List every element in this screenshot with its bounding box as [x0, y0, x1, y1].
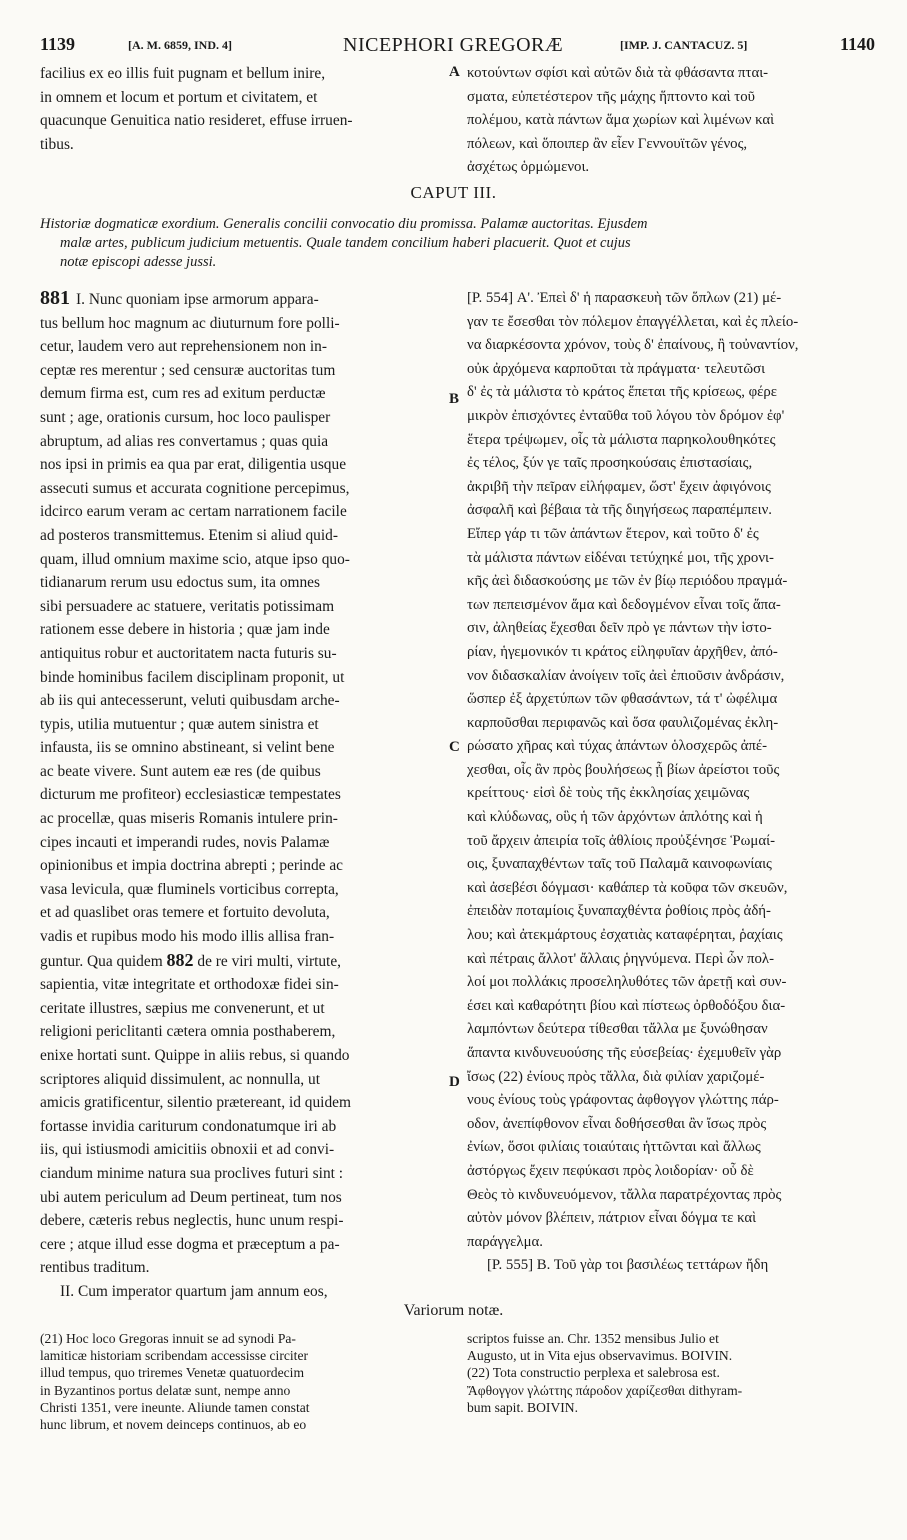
text-line: cetur, laudem vero aut reprehensionem non in-	[40, 338, 327, 356]
notes-heading: Variorum notæ.	[403, 1302, 504, 1319]
text-line: πόλεων, καὶ ὅποιπερ ἂν εἶεν Γεννουϊτῶν γένος,	[467, 135, 748, 152]
text-line: infausta, iis se omnino abstineant, si velint bene	[40, 739, 335, 757]
note-line: illud tempus, quo triremes Venetæ quatuordecim	[40, 1365, 305, 1381]
text-line: χεσθαι, οἷς ἂν πρὸς βουλήσεως ᾖ βίων ἀρείστοι τοῦς	[467, 761, 780, 778]
text-line: enixe hortati sunt. Quippe in aliis rebus, si quando	[40, 1047, 350, 1064]
text-line: παράγγελμα.	[467, 1233, 543, 1250]
text-line: κῆς ἀεὶ διδασκούσης με τῶν ἐν βίῳ περιόδου πραγμά-	[467, 573, 788, 590]
text-line: λοί μοι πολλάκις προσεληλυθότες τῶν ἀρετῇ καὶ συν-	[467, 974, 787, 991]
text-line: demum firma est, cum res ad exitum perductæ	[40, 385, 326, 403]
text-line: καὶ ἀσεβέσι δόγμασι· καθάπερ τὰ κοῦφα τῶν σκευῶν,	[467, 879, 788, 896]
text-line: tidianarum rerum usu edoctus sum, ita omnes	[40, 574, 320, 592]
text-line: quacunque Genuitica natio resideret, effuse irruen-	[40, 112, 353, 130]
text-line: ubi autem periculum ad Deum pertineat, tum nos	[40, 1188, 342, 1206]
text-line: τοῦ ἄρχειν ἀπειρία τοῖς ἀθλίοις προὐξένησε Ῥωμαί-	[467, 832, 776, 849]
note-line: Christi 1351, vere ineunte. Aliunde tamen constat	[40, 1399, 310, 1415]
text-line: sapientia, vitæ integritate et orthodoxæ fidei sin-	[40, 976, 339, 994]
latin-top-paragraph	[40, 62, 442, 156]
text-line: των πεπεισμένον ἅμα καὶ δεδογμένον εἶναι τοῖς ἅπα-	[467, 596, 781, 613]
notes-right-column	[467, 1330, 877, 1416]
margin-letter-a: A	[449, 64, 460, 80]
latin-main-column	[40, 287, 442, 1304]
text-line: ciandum minime natura sua proclives futuri sint :	[40, 1164, 344, 1182]
text-line: καὶ κλύδωνας, οὓς ἡ τῶν ἀρχόντων ἁπλότης καὶ ἡ	[467, 809, 763, 826]
margin-letter-b: B	[449, 391, 460, 407]
text-line: ἀκριβῆ τὴν πεῖραν εἰλήφαμεν, ὥστ' ἔχειν ἀφιγόνοις	[467, 478, 771, 495]
text-line: νον διδασκαλίαν ἀνοίγειν τοῖς ἀεὶ ἐπιοῦσιν ἀνδράσιν,	[467, 667, 785, 684]
text-line: ρώσατο χῆρας καὶ τύχας ἁπάντων ὁλοσχερῶς ἀπέ-	[467, 738, 767, 755]
text-line: ἀσφαλῆ καὶ βέβαια τὰ τῆς διηγήσεως παραπέμπειν.	[467, 502, 772, 519]
right-header-reference: [IMP. J. CANTACUZ. 5]	[620, 38, 748, 52]
text-line: ac beate vivere. Sunt autem eæ res (de quibus	[40, 762, 321, 780]
left-header-reference: [A. M. 6859, IND. 4]	[128, 38, 232, 52]
text-line: tibus.	[40, 135, 74, 153]
text-line: οὐκ ἀρχόμενα καρποῦται τὰ πράγματα· τελευτῶσι	[467, 360, 766, 377]
text-line: amicis gratificentur, silentio prætereant, id quidem	[40, 1094, 351, 1112]
text-line: typis, utilia mutuentur ; quæ autem sinistra et	[40, 715, 319, 733]
text-line: ἀστόργως ἔχειν πεφύκασι πρὸς λοιδορίαν· οὗ δὲ	[467, 1162, 754, 1179]
text-line: ceptæ res merentur ; sed censuræ auctoritas tum	[40, 361, 336, 379]
note-line: Ἄφθογγον γλώττης πάροδον χαρίζεσθαι dithyram-	[467, 1382, 743, 1398]
line-start: guntur. Qua quidem	[40, 952, 163, 970]
text-line: τὰ μάλιστα πάντων εἰδέναι τετύχηκέ μοι, τῆς χρονι-	[467, 549, 774, 566]
running-title: NICEPHORI GREGORÆ	[343, 34, 564, 56]
margin-letter-c: C	[449, 739, 460, 755]
text-line: in omnem et locum et portum et civitatem, et	[40, 88, 318, 106]
text-line: ἅπαντα κινδυνευούσης τῆς εὐσεβείας· ἐχεμυθεῖν γὰρ	[467, 1045, 782, 1061]
text-line: ἐνίων, ὅσοι φιλίαις τοιαύταις ἡττῶνται καὶ ἄλλως	[467, 1139, 761, 1156]
text-line: να διαρκέσοντα χρόνον, τοὺς δ' ἐπαίνους, ἢ τοὐναντίον,	[467, 337, 799, 354]
summary-line: malæ artes, publicum judicium metuentis. Quale tandem concilium haberi placuerit. Quot et cujus	[60, 235, 631, 251]
text-line: idcirco earum veram ac certam narrationem facile	[40, 503, 347, 521]
note-line: (21) Hoc loco Gregoras innuit se ad synodi Pa-	[40, 1331, 296, 1346]
right-column-number: 1140	[839, 34, 875, 54]
text-line: γαν τε ἔσεσθαι τὸν πόλεμον ἐπαγγέλλεται, καὶ ἐς πλείο-	[467, 313, 799, 330]
text-line: rationem esse debere in historia ; quæ jam inde	[40, 621, 330, 639]
text-line: ἴσως (22) ἐνίους πρὸς τἄλλα, διὰ φιλίαν χαριζομέ-	[467, 1068, 765, 1085]
text-line: cipes incauti et imperandi rudes, novis Palamæ	[40, 833, 330, 851]
text-line: πολέμου, κατὰ πάντων ἅμα χωρίων καὶ λιμένων καὶ	[467, 112, 775, 129]
text-line: ὥσπερ ἐξ ἀρχετύπων τῶν φθασάντων, τά τ' ὠφέλιμα	[467, 691, 778, 708]
text-line	[40, 949, 442, 974]
text-line: οις, ξυναπαχθέντων ταῖς τοῦ Παλαμᾶ καινοφωνίαις	[467, 856, 772, 873]
text-line: assecuti sumus et accurata cognitione percepimus,	[40, 479, 350, 497]
text-line: καὶ πέτραις ἄλλοτ' ἄλλαις ῥηγνύμενα. Περὶ ὧν πολ-	[467, 950, 774, 967]
text-line	[40, 287, 442, 312]
text-line: καρποῦσθαι περιφανῶς καὶ ὅσα φαυλιζομένας ἐκλη-	[467, 714, 779, 731]
text-line: νους ἐνίους τοὺς γράφοντας ἀφθογγον γλώττης πάρ-	[467, 1092, 779, 1109]
margin-letter-d: D	[449, 1074, 460, 1090]
text-line: cere ; atque illud esse dogma et præceptum a pa-	[40, 1235, 340, 1253]
column-marker-881: 881	[40, 287, 70, 309]
text-line: scriptores aliquid dissimulent, ac nonnulla, ut	[40, 1070, 320, 1088]
text-line: ac procellæ, quas miseris Romanis intulere prin-	[40, 810, 338, 828]
text-line: tus bellum hoc magnum ac diuturnum fore polli-	[40, 314, 340, 332]
text-line: antiquitus robur et auctoritatem nacta futuris su-	[40, 644, 337, 662]
text-line: ceritate illustres, sæpius me convenerunt, et ut	[40, 999, 325, 1017]
note-line: hunc librum, et novem deinceps continuos, ab eo	[40, 1417, 307, 1433]
text-line: vasa levicula, quæ fluminels vorticibus correpta,	[40, 880, 339, 898]
text-line: Θεὸς τὸ κινδυνευόμενον, τἄλλα παρατρέχοντας πρὸς	[467, 1186, 782, 1203]
line-end: de re viri multi, virtute,	[197, 952, 342, 970]
summary-line: notæ episcopi adesse jussi.	[60, 254, 217, 270]
text-line: [P. 555] Β. Τοῦ γὰρ τοι βασιλέως τεττάρων ἤδη	[487, 1257, 769, 1274]
note-line: lamiticæ historiam scribendam accessisse circiter	[40, 1348, 309, 1364]
text-line: [P. 554] Α'. Ἐπεὶ δ' ἡ παρασκευὴ τῶν ὅπλων (21) μέ-	[467, 290, 782, 306]
text-line: ab iis qui antecesserunt, veluti quibusdam arche-	[40, 692, 340, 710]
text-line: fortasse invidia cariturum condonatumque iri ab	[40, 1117, 337, 1135]
note-line: bum sapit. BOIVIN.	[467, 1399, 579, 1415]
text-line: facilius ex eo illis fuit pugnam et bellum inire,	[40, 65, 326, 82]
text-line: sunt ; age, orationis cursum, hoc loco paulisper	[40, 408, 331, 426]
text-line: σματα, εὐπετέστερον τῆς μάχης ἥπτοντο καὶ τοῦ	[467, 88, 755, 105]
text-line: religioni periclitanti cætera omnia posthaberem,	[40, 1023, 336, 1041]
text-line: σιν, ἀληθείας ἔχεσθαι δεῖν πρὸ γε πάντων τὴν ἱστο-	[467, 620, 772, 637]
paragraph-start: I. Nunc quoniam ipse armorum appara-	[76, 291, 319, 308]
text-line: II. Cum imperator quartum jam annum eos,	[60, 1282, 328, 1300]
text-line: quam, illud omnium maxime scio, atque ipso quo-	[40, 550, 350, 568]
chapter-summary	[40, 215, 875, 272]
text-line: binde hominibus facilem disciplinam proponit, ut	[40, 668, 345, 686]
text-line: ἕτερα τρέψωμεν, οἷς τὰ μάλιστα παρηκολουθηκότες	[467, 431, 776, 448]
text-line: dicturum me profiteor) ecclesiasticæ tempestates	[40, 786, 341, 804]
column-marker-882: 882	[166, 949, 194, 970]
text-line: abruptum, ad alias res convertamus ; quas quia	[40, 432, 329, 450]
text-line: κοτούντων σφίσι καὶ αὐτῶν διὰ τὰ φθάσαντα πται-	[467, 65, 769, 81]
text-line: Εἴπερ γάρ τι τῶν ἁπάντων ἕτερον, καὶ τοῦτο δ' ἐς	[467, 525, 759, 542]
text-line: ad posteros transmittemus. Etenim si aliud quid-	[40, 526, 338, 544]
text-line: έσει καὶ καθαρότητι βίου καὶ πίστεως ὀρθοδόξου δια-	[467, 997, 786, 1014]
note-line: in Byzantinos portus delatæ sunt, nempe anno	[40, 1382, 291, 1398]
text-line: vadis et rupibus modo his modo illis allisa fran-	[40, 928, 335, 946]
text-line: δ' ἐς τὰ μάλιστα τὸ κράτος ἕπεται τῆς κρίσεως, φέρε	[467, 384, 777, 401]
note-line: scriptos fuisse an. Chr. 1352 mensibus Julio et	[467, 1331, 719, 1346]
text-line: μικρὸν ἐπισχόντες ἐνταῦθα τοῦ λόγου τὸν δρόμον ἐφ'	[467, 407, 785, 424]
chapter-heading: CAPUT III.	[410, 183, 497, 202]
text-line: nos ipsi in primis ea qua par erat, diligentia usque	[40, 456, 347, 474]
text-line: κρείττους· εἰσὶ δὲ τοὺς τῆς ἐκκλησίας χειμῶνας	[467, 785, 750, 802]
text-line: ἀσχέτως ὁρμώμενοι.	[467, 159, 590, 176]
text-line: sibi persuadere ac statuere, veritatis potissimam	[40, 597, 335, 615]
text-line: λου; καὶ ἀτεκμάρτους ἐσχατιὰς καταφέρηται, ῥαχίαις	[467, 927, 783, 944]
left-column-number: 1139	[40, 34, 76, 54]
text-line: οδον, ἀνεπίφθονον εἶναι δοθήσεσθαι ἂν ἴσως πρὸς	[467, 1115, 767, 1132]
text-line: iis, qui istiusmodi amicitiis obnoxii et ad convi-	[40, 1141, 335, 1159]
note-line: Augusto, ut in Vita ejus observavimus. BOIVIN.	[467, 1348, 733, 1364]
text-line: ρίαν, ἡγεμονικόν τι κράτος εἰληφυῖαν ἀρχῆθεν, ἀπό-	[467, 643, 778, 660]
text-line: ἐπειδὰν ποταμίοις ξυναπαχθέντα ῥοθίοις πρὸς ἀδή-	[467, 903, 771, 920]
text-line: αὐτὸν μόνον βλέπειν, πάτριον εἶναι δόγμα τε καὶ	[467, 1210, 757, 1227]
text-line: debere, cæteris rebus neglectis, hunc unum respi-	[40, 1212, 344, 1230]
text-line: opinionibus et impia doctrina abrepti ; perinde ac	[40, 857, 344, 875]
page-header	[40, 34, 875, 58]
greek-main-column	[467, 287, 877, 1278]
note-line: (22) Tota constructio perplexa et salebrosa est.	[467, 1365, 720, 1381]
greek-top-paragraph	[467, 62, 877, 180]
text-line: λαμπόντων δεύτερα τίθεσθαι τἄλλα με ξυνώθησαν	[467, 1021, 768, 1038]
text-line: ἐς τέλος, ξύν γε ταῖς προσηκούσαις ἐπιστασίαις,	[467, 455, 753, 472]
summary-line: Historiæ dogmaticæ exordium. Generalis concilii convocatio diu promissa. Palamæ auctoritas. Ejusdem	[40, 216, 648, 232]
text-line: et ad quaslibet oras temere et fortuito devoluta,	[40, 904, 330, 922]
notes-left-column	[40, 1330, 450, 1433]
text-line: rentibus traditum.	[40, 1259, 150, 1277]
